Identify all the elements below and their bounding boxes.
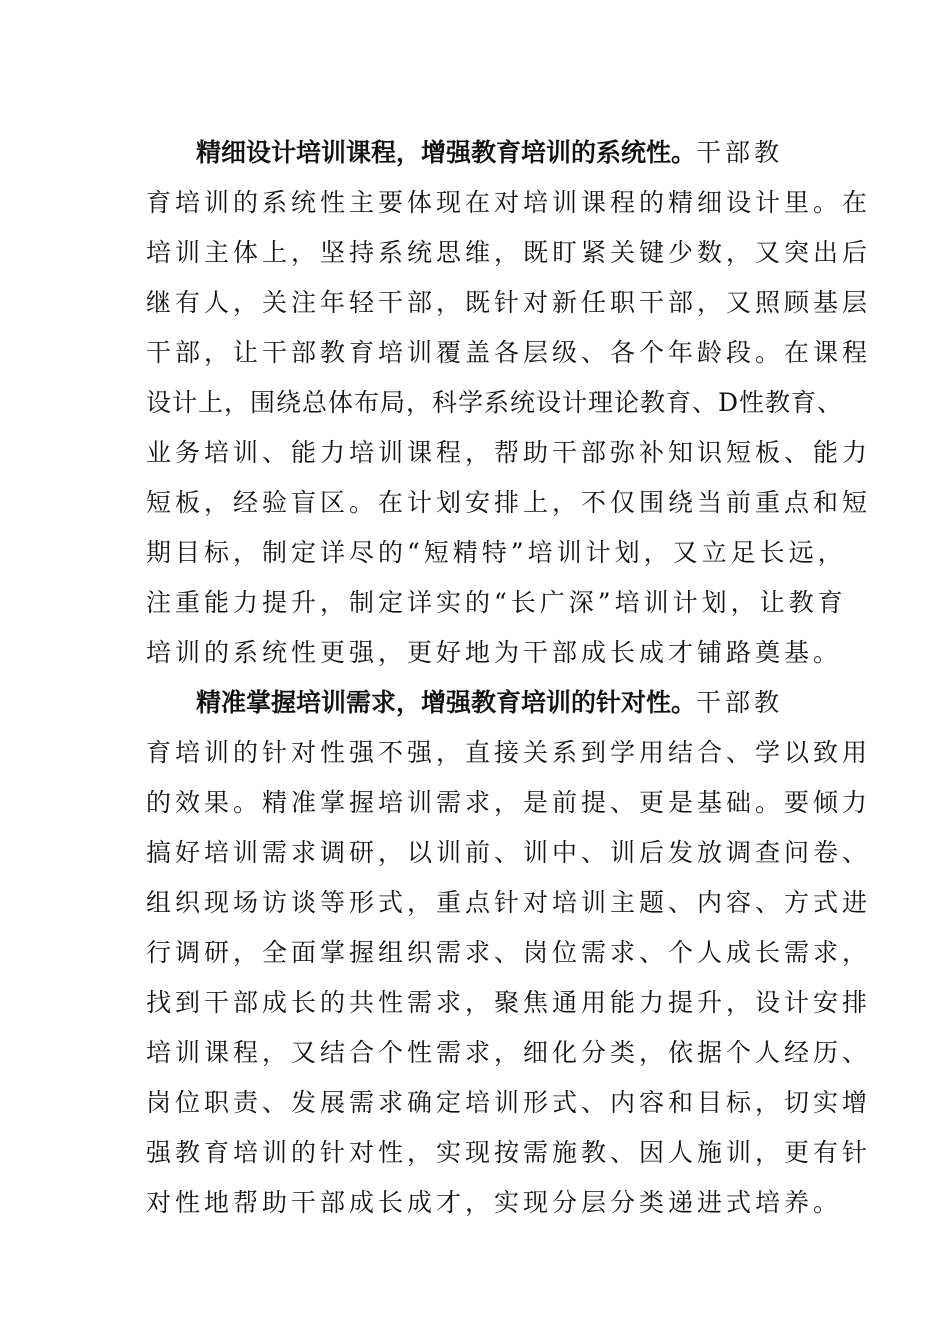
- paragraph-line: 的效果。精准掌握培训需求，是前提、更是基础。要倾力: [146, 788, 872, 817]
- paragraph-line: 培训课程，又结合个性需求，细化分类，依据个人经历、: [146, 1038, 872, 1067]
- paragraph-line: 找到干部成长的共性需求，聚焦通用能力提升，设计安排: [146, 988, 872, 1017]
- paragraph-heading: 精细设计培训课程，增强教育培训的系统性。: [196, 138, 697, 167]
- paragraph-line: 育培训的系统性主要体现在对培训课程的精细设计里。在: [146, 188, 872, 217]
- paragraph-first-line: [146, 678, 818, 728]
- paragraph-line: 干部，让干部教育培训覆盖各层级、各个年龄段。在课程: [146, 338, 872, 367]
- paragraph-text: 干部教: [696, 688, 784, 717]
- paragraph-line: 期目标，制定详尽的“短精特”培训计划，又立足长远，: [146, 538, 847, 567]
- paragraph-line: 强教育培训的针对性，实现按需施教、因人施训，更有针: [146, 1138, 872, 1167]
- paragraph-line: 设计上，围绕总体布局，科学系统设计理论教育、D性教育、: [146, 388, 844, 417]
- paragraph-line: 行调研，全面掌握组织需求、岗位需求、个人成长需求，: [146, 938, 872, 967]
- paragraph-line: 岗位职责、发展需求确定培训形式、内容和目标，切实增: [146, 1088, 872, 1117]
- paragraph-line: 注重能力提升，制定详实的“长广深”培训计划，让教育: [146, 588, 847, 617]
- paragraph-heading: 精准掌握培训需求，增强教育培训的针对性。: [196, 688, 697, 717]
- paragraph-line: 对性地帮助干部成长成才，实现分层分类递进式培养。: [146, 1188, 843, 1217]
- paragraph-line: 短板，经验盲区。在计划安排上，不仅围绕当前重点和短: [146, 488, 872, 517]
- paragraph-line: 搞好培训需求调研，以训前、训中、训后发放调查问卷、: [146, 838, 872, 867]
- paragraph-line: 育培训的针对性强不强，直接关系到学用结合、学以致用: [146, 738, 872, 767]
- paragraph-line: 培训主体上，坚持系统思维，既盯紧关键少数，又突出后: [146, 238, 872, 267]
- paragraph-line: 培训的系统性更强，更好地为干部成长成才铺路奠基。: [146, 638, 843, 667]
- paragraph-training-needs: [146, 678, 872, 1228]
- paragraph-first-line: [146, 128, 818, 178]
- paragraph-text: 干部教: [696, 138, 784, 167]
- paragraph-training-system: [146, 128, 872, 678]
- paragraph-line: 组织现场访谈等形式，重点针对培训主题、内容、方式进: [146, 888, 872, 917]
- document-body: [146, 128, 872, 1228]
- paragraph-line: 业务培训、能力培训课程，帮助干部弥补知识短板、能力: [146, 438, 872, 467]
- paragraph-line: 继有人，关注年轻干部，既针对新任职干部，又照顾基层: [146, 288, 872, 317]
